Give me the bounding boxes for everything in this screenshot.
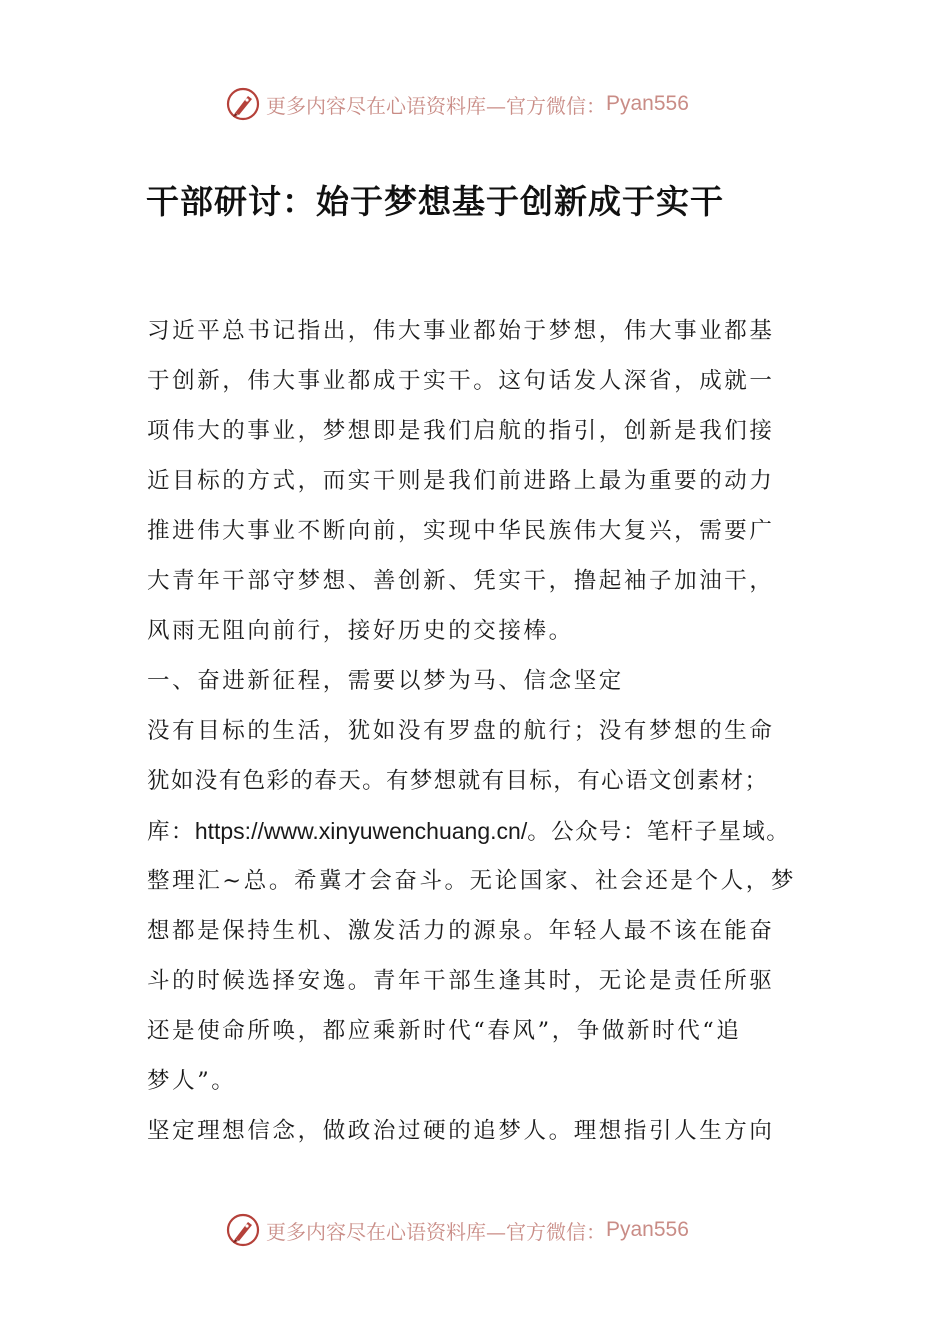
paragraph-line: 风雨无阻向前行，接好历史的交接棒。 <box>147 618 574 644</box>
paragraph-line: 斗的时候选择安逸。青年干部生逢其时，无论是责任所驱 <box>147 968 775 994</box>
paragraph-line: 整理汇~总。希冀才会奋斗。无论国家、社会还是个人，梦 <box>147 868 796 894</box>
url-prefix: 库： <box>147 819 195 845</box>
paragraph-line: 习近平总书记指出，伟大事业都始于梦想，伟大事业都基 <box>147 318 775 344</box>
watermark-wechat-id: Pyan556 <box>606 92 689 115</box>
watermark-banner-bottom <box>0 1210 950 1250</box>
paragraph-line: 项伟大的事业，梦想即是我们启航的指引，创新是我们接 <box>147 418 775 444</box>
website-url: https://www.xinyuwenchuang.cn/ <box>194 818 528 844</box>
paragraph-line: 犹如没有色彩的春天。有梦想就有目标，有心语文创素材； <box>147 768 769 794</box>
section-heading: 一、奋进新征程，需要以梦为马、信念坚定 <box>147 668 624 694</box>
paragraph-line: 想都是保持生机、激发活力的源泉。年轻人最不该在能奋 <box>147 918 775 944</box>
pen-nib-logo-icon <box>226 1213 260 1247</box>
paragraph-line-with-url <box>147 806 827 856</box>
watermark-wechat-id: Pyan556 <box>606 1218 689 1241</box>
watermark-banner-top <box>0 84 950 124</box>
pen-nib-logo-icon <box>226 87 260 121</box>
paragraph-line: 坚定理想信念，做政治过硬的追梦人。理想指引人生方向 <box>147 1118 775 1144</box>
watermark-text: 更多内容尽在心语资料库—官方微信： <box>266 93 606 118</box>
paragraph-line: 近目标的方式，而实干则是我们前进路上最为重要的动力 <box>147 468 775 494</box>
document-body <box>147 306 827 1156</box>
paragraph-line: 没有目标的生活，犹如没有罗盘的航行；没有梦想的生命 <box>147 718 775 744</box>
paragraph-line: 梦人”。 <box>147 1068 237 1094</box>
paragraph-line: 于创新，伟大事业都成于实干。这句话发人深省，成就一 <box>147 368 775 394</box>
url-suffix: 。公众号：笔杆子星域。 <box>527 819 791 845</box>
document-title: 干部研讨：始于梦想基于创新成于实干 <box>146 182 724 221</box>
paragraph-line: 推进伟大事业不断向前，实现中华民族伟大复兴，需要广 <box>147 518 775 544</box>
paragraph-line: 还是使命所唤，都应乘新时代“春风”，争做新时代“追 <box>147 1018 742 1044</box>
paragraph-line: 大青年干部守梦想、善创新、凭实干，撸起袖子加油干， <box>147 568 775 594</box>
watermark-text: 更多内容尽在心语资料库—官方微信： <box>266 1219 606 1244</box>
